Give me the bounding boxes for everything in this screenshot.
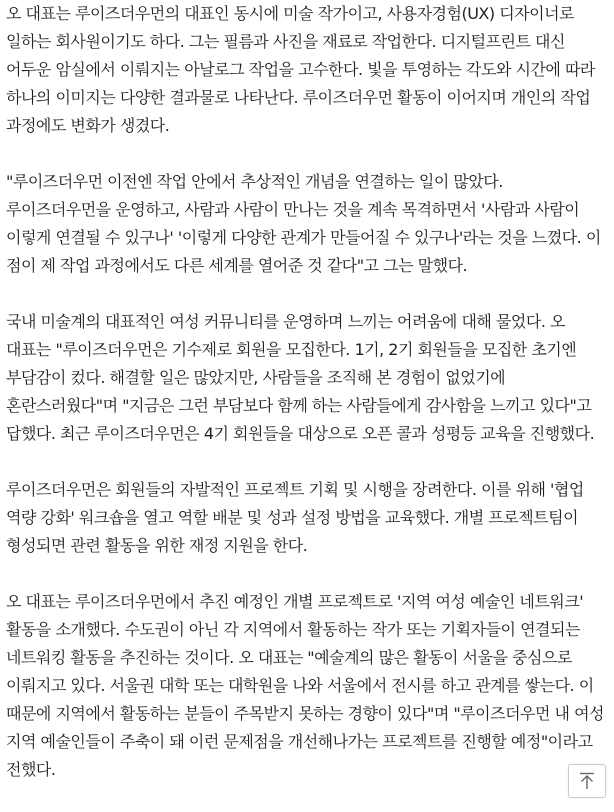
article-paragraph-3: 국내 미술계의 대표적인 여성 커뮤니티를 운영하며 느끼는 어려움에 대해 물었다. 오 대표는 "루이즈더우먼은 기수제로 회원을 모집한다. 1기, 2기 회원들을 모집한 초기엔 부담감이 컸다. 해결할 일은 많았지만, 사람들을 조직해 본 경험이 없었기에 혼란스러웠다"며 "지금은 그런 부담보다 함께 하는 사람들에게 감사함을 느끼고 있다"고 답했다. 최근 루이즈더우먼은 4기 회원들을 대상으로 오픈 콜과 성평등 교육을 진행했다. [6,312,595,443]
article-body [6,0,606,812]
arrow-up-to-line-icon [579,772,595,790]
article-paragraph-2: "루이즈더우먼 이전엔 작업 안에서 추상적인 개념을 연결하는 일이 많았다. 루이즈더우먼을 운영하고, 사람과 사람이 만나는 것을 계속 목격하면서 '사람과 사람이 이렇게 연결될 수 있구나' '이렇게 다양한 관계가 만들어질 수 있구나'라는 것을 느꼈다. 이 점이 제 작업 과정에서도 다른 세계를 열어준 것 같다"고 그는 말했다. [6,172,601,275]
scroll-to-top-button[interactable] [568,764,606,798]
article-paragraph-4: 루이즈더우먼은 회원들의 자발적인 프로젝트 기획 및 시행을 장려한다. 이를 위해 '협업 역량 강화' 워크숍을 열고 역할 배분 및 성과 설정 방법을 교육했다. 개별 프로젝트팀이 형성되면 관련 활동을 위한 재정 지원을 한다. [6,480,584,555]
article-paragraph-5: 오 대표는 루이즈더우먼에서 추진 예정인 개별 프로젝트로 '지역 여성 예술인 네트워크' 활동을 소개했다. 수도권이 아닌 각 지역에서 활동하는 작가 또는 기획자들이 연결되는 네트워킹 활동을 추진하는 것이다. 오 대표는 "예술계의 많은 활동이 서울을 중심으로 이뤄지고 있다. 서울권 대학 또는 대학원을 나와 서울에서 전시를 하고 관계를 쌓는다. 이 때문에 지역에서 활동하는 분들이 주목받지 못하는 경향이 있다"며 "루이즈더우먼 내 여성 지역 예술인들이 주축이 돼 이런 문제점을 개선해나가는 프로젝트를 진행할 예정"이라고 전했다. [6,592,604,779]
article-paragraph-1: 오 대표는 루이즈더우먼의 대표인 동시에 미술 작가이고, 사용자경험(UX) 디자이너로 일하는 회사원이기도 하다. 그는 필름과 사진을 재료로 작업한다. 디지털프린트 대신 어두운 암실에서 이뤄지는 아날로그 작업을 고수한다. 빛을 투영하는 각도와 시간에 따라 하나의 이미지는 다양한 결과물로 나타난다. 루이즈더우먼 활동이 이어지며 개인의 작업 과정에도 변화가 생겼다. [6,4,595,135]
